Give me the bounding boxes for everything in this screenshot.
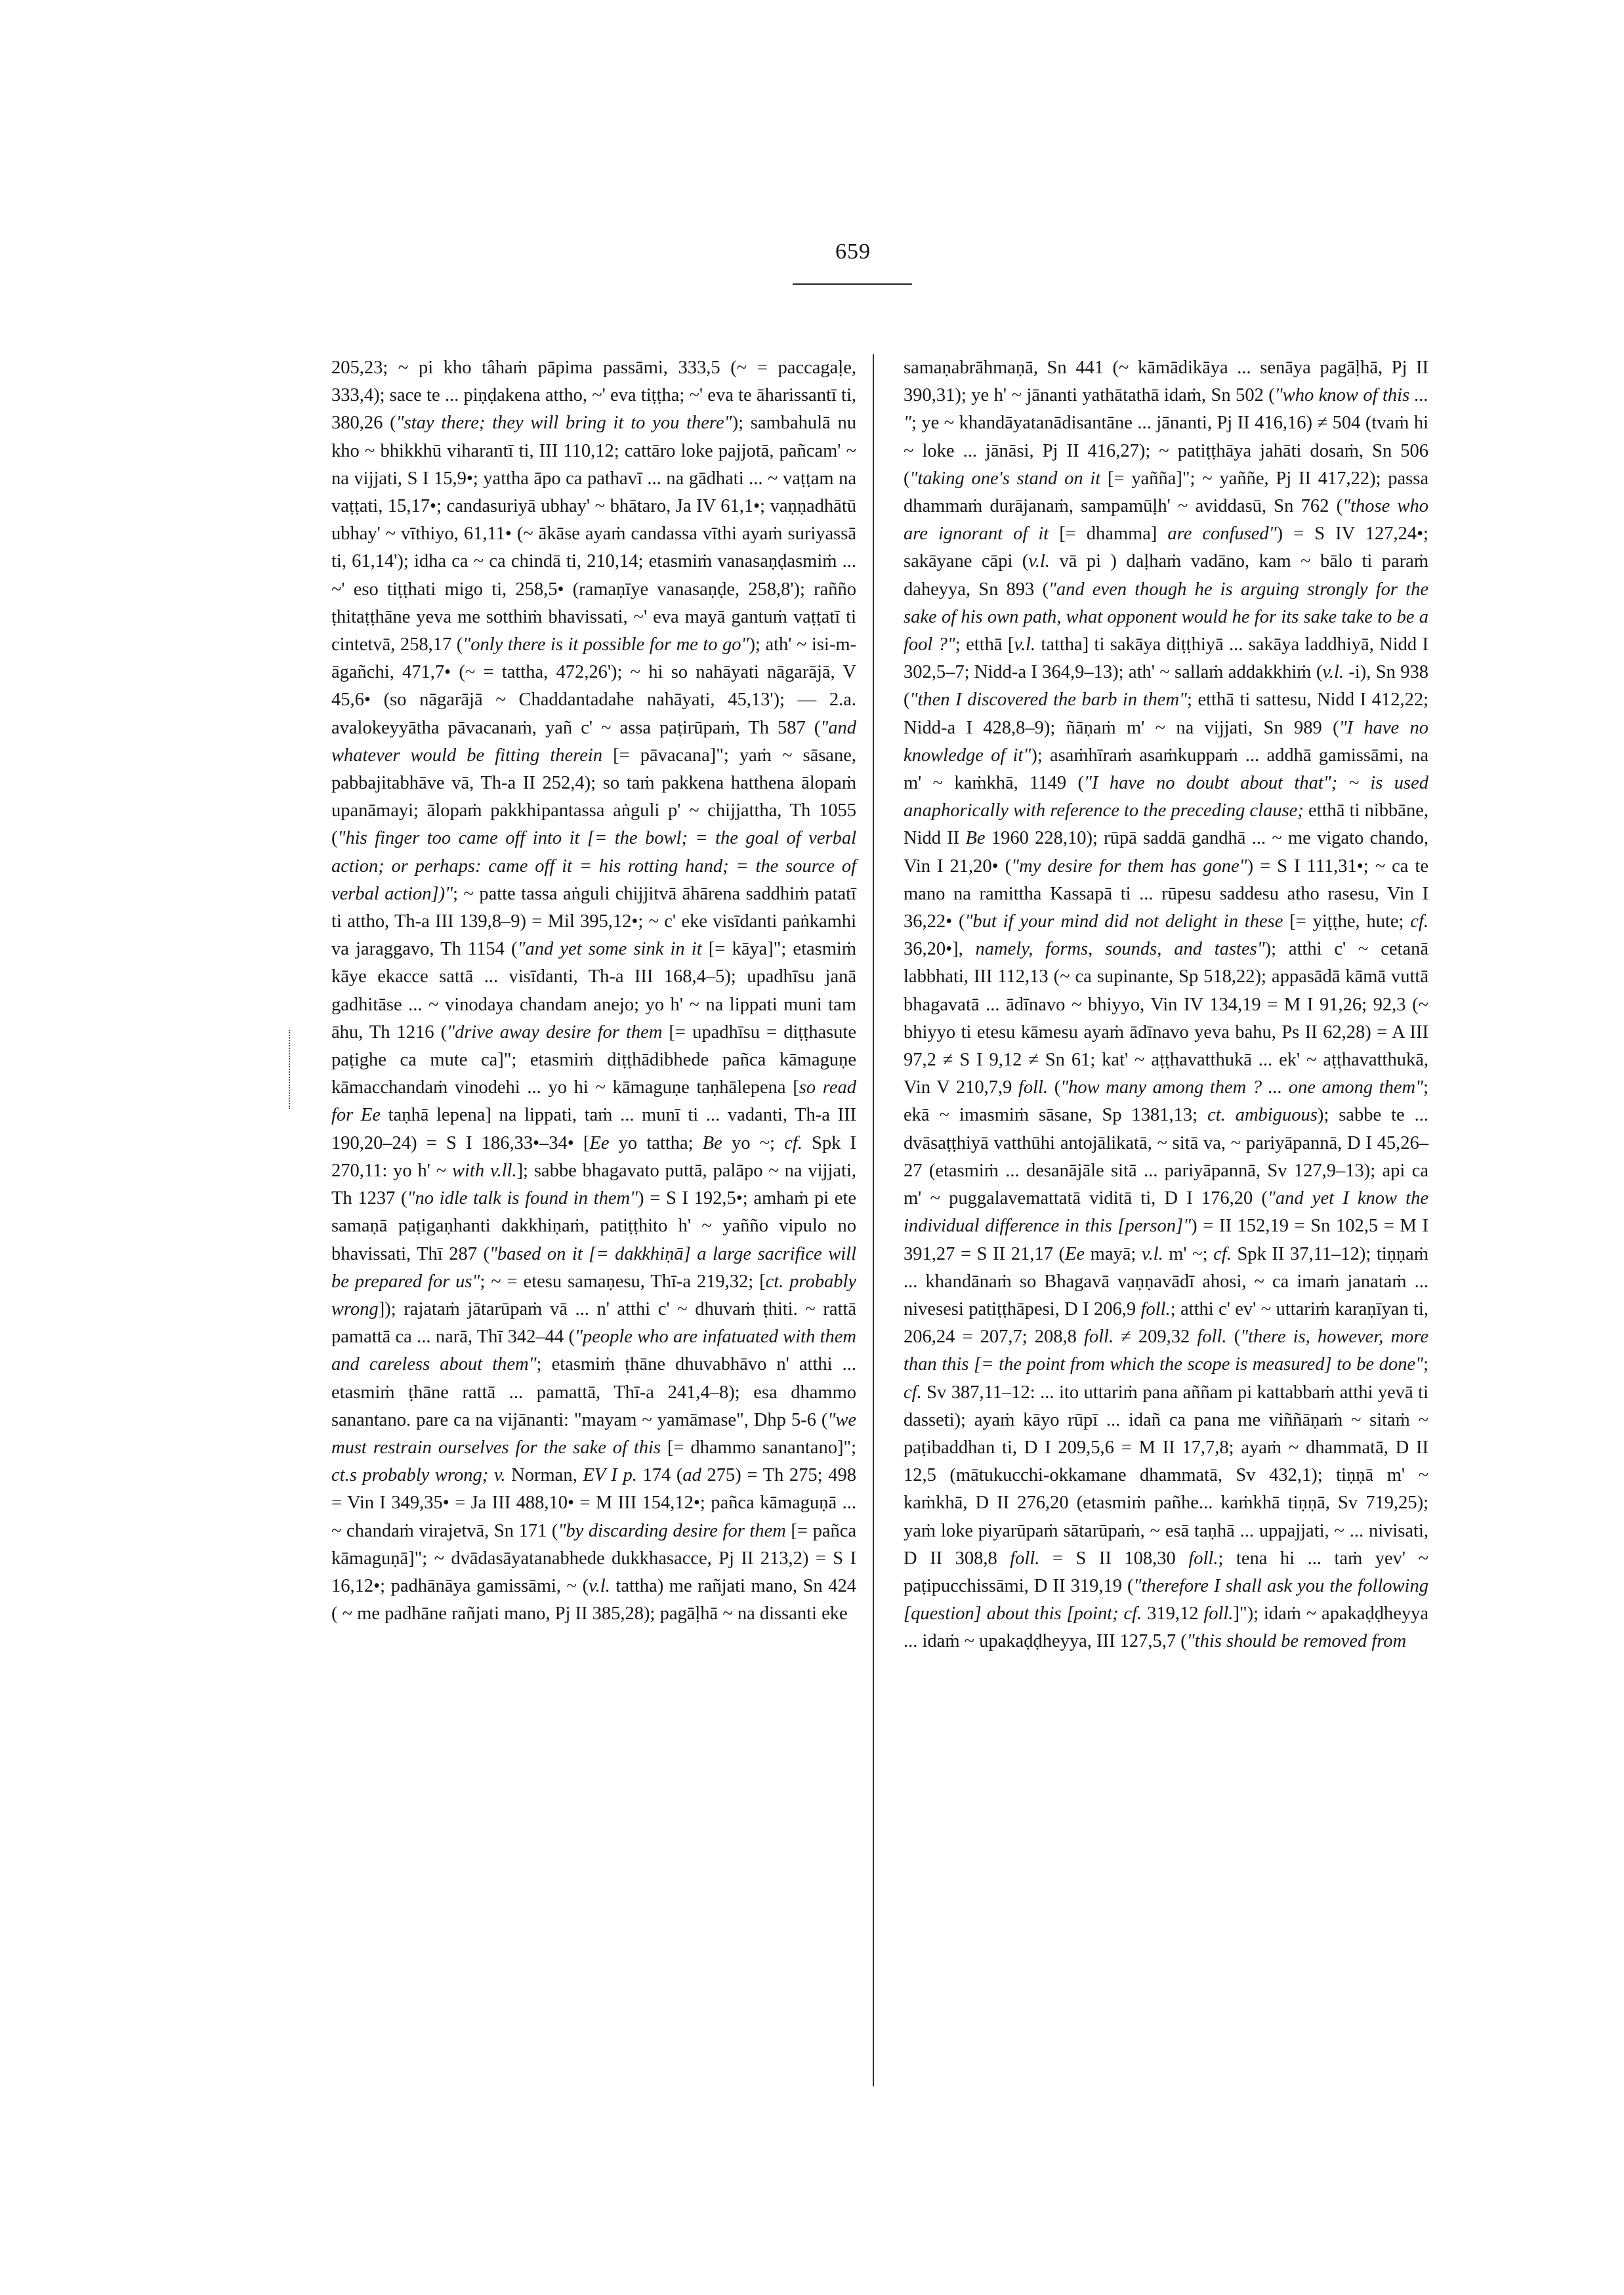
- gloss-italic-segment: "based on it [= dakkhiṇā] a large sacrifice will be prepared for us": [331, 1243, 856, 1292]
- entry-text-segment: [= yiṭṭhe, hute;: [1283, 911, 1411, 932]
- entry-text-segment: [= upadhīsu = diṭṭhasute paṭighe ca mute ca]"; etasmiṁ diṭṭhādibhede pañca kāmaguṇe kāmacchandaṁ vinodehi ... yo hi ~ kāmaguṇe taṇhālepena [: [331, 1022, 857, 1098]
- gloss-italic-segment: "his finger too came off into it [= the bowl; = the goal of verbal action; or perhaps: came off it = his rotting hand; = the source of verbal action])": [331, 828, 856, 904]
- entry-text-segment: samaṇabrāhmaṇā, Sn 441 (~ kāmādikāya ... senāya pagāḷhā, Pj II 390,31); ye h' ~ jānanti yathātathā idaṁ, Sn 502 (: [904, 358, 1428, 406]
- gloss-italic-segment: "and whatever would be fitting therein: [331, 717, 856, 766]
- entry-text-segment: tattha] ti sakāya diṭṭhiyā ... sakāya laddhiyā, Nidd I 302,5–7; Nidd-a I 364,9–13); ath' ~ sallaṁ addakkhiṁ (: [904, 634, 1428, 683]
- gloss-italic-segment: "then I discovered the barb in them": [909, 690, 1187, 711]
- entry-text-segment: [= dhammo sanantano]";: [661, 1437, 856, 1458]
- gloss-italic-segment: "I have no doubt about that"; ~ is used anaphorically with reference to the preceding clause;: [904, 773, 1429, 821]
- gloss-italic-segment: "people who are infatuated with them and careless about them": [331, 1327, 856, 1375]
- gloss-italic-segment: "no idle talk is found in them": [407, 1188, 638, 1209]
- entry-text-segment: taṇhā lepena] na lippati, taṁ ... munī ti ... vadanti, Th-a III 190,20–24) = S I 186,33•–34• [: [331, 1105, 856, 1153]
- entry-text-segment: ); ath' ~ isi-m-āgañchi, 471,7• (~ = tattha, 472,26'); ~ hi so nahāyati nāgarājā, V 45,6• (so nāgarājā ~ Chaddantadahe nahāyati, 45,13'); — 2.a. avalokeyyātha pāvacanaṁ, yañ c' ~ assa paṭirūpaṁ, Th 587 (: [331, 634, 857, 738]
- gloss-italic-segment: are confused": [1167, 524, 1277, 545]
- entry-text-segment: [= dhamma]: [1049, 524, 1168, 545]
- gloss-italic-segment: foll.: [1197, 1327, 1227, 1348]
- gloss-italic-segment: cf.: [1213, 1243, 1232, 1264]
- gloss-italic-segment: ct.s probably wrong; v.: [331, 1465, 506, 1486]
- gloss-italic-segment: Be: [965, 828, 986, 849]
- entry-text-segment: 1960 228,10); rūpā saddā gandhā ... ~ me vigato chando, Vin I 21,20• (: [904, 828, 1429, 877]
- entry-text-segment: ) = S IV 127,24•; sakāyane cāpi (: [904, 524, 1428, 572]
- gloss-italic-segment: with v.ll.: [451, 1160, 517, 1181]
- gloss-italic-segment: foll.: [1203, 1603, 1234, 1624]
- gloss-italic-segment: Ee: [1064, 1243, 1085, 1264]
- entry-text-segment: ); sambahulā nu kho ~ bhikkhū viharantī ti, III 110,12; cattāro loke pajjotā, pañcam' ~ na vijjati, S I 15,9•; yattha āpo ca pathavī ... na gādhati ... ~ vaṭṭam na vaṭṭati, 15,17•; candasuriyā ubhay' ~ bhātaro, Ja IV 61,1•; vaṇṇadhātū ubhay' ~ vīthiyo, 61,11• (~ ākāse ayaṁ candassa vīthi ayaṁ suriyassā ti, 61,14'); idha ca ~ ca chindā ti, 210,14; etasmiṁ vanasaṇḍasmiṁ ... ~' eso tiṭṭhati migo ti, 258,5• (ramaṇīye vanasaṇḍe, 258,8'); rañño ṭhitaṭṭhāne yeva me sotthiṁ bhavissati, ~' eva mayā gantuṁ vaṭṭatī ti cintetvā, 258,17 (: [331, 413, 856, 655]
- entry-text-segment: 275) = Th 275; 498 = Vin I 349,35• = Ja III 488,10• = M III 154,12•; pañca kāmaguṇā ... ~ chandaṁ virajetvā, Sn 171 (: [331, 1465, 856, 1541]
- entry-text-segment: ) = II 152,19 = Sn 102,5 = M I 391,27 = S II 21,17 (: [904, 1216, 1428, 1264]
- gloss-italic-segment: "those who are ignorant of it: [904, 496, 1429, 545]
- margin-mark: [289, 1030, 291, 1109]
- entry-text-segment: ; ~ patte tassa aṅguli chijjitvā āhārena saddhiṁ patatī ti attho, Th-a III 139,8–9) = Mil 395,12•; ~ c' eke visīdanti paṅkamhi va jaraggavo, Th 1154 (: [331, 883, 856, 960]
- left-column: [331, 354, 856, 1628]
- gloss-italic-segment: v.l.: [1322, 662, 1344, 683]
- gloss-italic-segment: "I have no knowledge of it": [904, 717, 1428, 766]
- gloss-italic-segment: ct. probably wrong: [331, 1271, 857, 1319]
- entry-text-segment: ]"); idaṁ ~ apakaḍḍheyya ... idaṁ ~ upakaḍḍheyya, III 127,5,7 (: [904, 1603, 1429, 1652]
- gloss-italic-segment: foll.: [1188, 1548, 1218, 1569]
- gloss-italic-segment: "drive away desire for them: [447, 1022, 663, 1043]
- entry-text-segment: Spk II 37,11–12); tiṇṇaṁ ... khandānaṁ so Bhagavā vaṇṇavādī ahosi, ~ ca imaṁ janataṁ ... nivesesi patiṭṭhāpesi, D I 206,9: [904, 1243, 1429, 1319]
- entry-text-segment: etthā ti nibbāne, Nidd II: [904, 800, 1428, 849]
- gloss-italic-segment: "only there is it possible for me to go": [463, 634, 749, 655]
- gloss-italic-segment: foll.: [1010, 1548, 1040, 1569]
- gloss-italic-segment: "by discarding desire for them: [558, 1520, 786, 1541]
- entry-text-segment: 319,12: [1142, 1603, 1204, 1624]
- entry-text-segment: ; etthā ti sattesu, Nidd I 412,22; Nidd-a I 428,8–9); ñāṇaṁ m' ~ na vijjati, Sn 989 (: [904, 690, 1428, 738]
- entry-text-segment: tattha) me rañjati mano, Sn 424 ( ~ me padhāne rañjati mano, Pj II 385,28); pagāḷhā ~ na dissanti eke: [331, 1575, 856, 1624]
- gloss-italic-segment: "who know of this ... ": [904, 385, 1428, 434]
- header-rule: [793, 283, 912, 285]
- entry-text-segment: = S II 108,30: [1039, 1548, 1189, 1569]
- entry-text-segment: ); atthi c' ~ cetanā labbhati, III 112,13 (~ ca supinante, Sp 518,22); appasādā kāmā vuttā bhagavatā ... ādīnavo ~ bhiyyo, Vin IV 134,19 = M I 91,26; 92,3 (~ bhiyyo ti etesu kāmesu ayaṁ ādīnavo yeva bahu, Ps II 62,28) = A III 97,2 ≠ S I 9,12 ≠ Sn 61; kat' ~ aṭṭhavatthukā ... ek' ~ aṭṭhavatthukā, Vin V 210,7,9: [904, 939, 1428, 1098]
- gloss-italic-segment: foll.: [1018, 1077, 1049, 1098]
- gloss-italic-segment: "how many among them ? ... one among them": [1060, 1077, 1424, 1098]
- entry-text-segment: yo ~;: [722, 1132, 785, 1153]
- entry-text-segment: [= kāya]"; etasmiṁ kāye ekacce sattā ... visīdanti, Th-a III 168,4–5); upadhīsu janā gadhitāse ... ~ vinodaya chandam anejo; yo h' ~ na lippati muni tam āhu, Th 1216 (: [331, 939, 857, 1043]
- gloss-italic-segment: cf.: [1410, 911, 1428, 932]
- gloss-italic-segment: EV I p.: [583, 1465, 637, 1486]
- gloss-italic-segment: v.l.: [1028, 551, 1051, 572]
- gloss-italic-segment: Be: [702, 1132, 722, 1153]
- entry-text-segment: yo tattha;: [609, 1132, 703, 1153]
- entry-text-segment: ;: [1423, 1354, 1428, 1375]
- gloss-italic-segment: "and yet I know the individual difference in this [person]": [904, 1188, 1429, 1237]
- entry-text-segment: ≠ 209,32: [1114, 1327, 1197, 1348]
- gloss-italic-segment: "and yet some sink in it: [517, 939, 702, 960]
- entry-text-segment: 205,23; ~ pi kho tâhaṁ pāpima passāmi, 333,5 (~ = paccagaḷe, 333,4); sace te ... piṇḍakena attho, ~' eva tiṭṭha; ~' eva te āharissantī ti, 380,26 (: [331, 358, 856, 434]
- gloss-italic-segment: foll.: [1140, 1298, 1171, 1319]
- entry-text-segment: 36,20•],: [904, 939, 976, 960]
- entry-text-segment: ); asaṁhīraṁ asaṁkuppaṁ ... addhā gamissāmi, na m' ~ kaṁkhā, 1149 (: [904, 745, 1428, 794]
- entry-text-segment: ; ~ = etesu samaṇesu, Thī-a 219,32; [: [480, 1271, 766, 1292]
- gloss-italic-segment: so read for Ee: [331, 1077, 856, 1126]
- entry-text-segment: Sv 387,11–12: ... ito uttariṁ pana aññam pi kattabbaṁ atthi yevā ti dasseti); ayaṁ kāyo rūpī ... idañ ca pana me viññāṇaṁ ~ sitaṁ ~ paṭibaddhan ti, D I 209,5,6 = M II 17,7,8; ayaṁ ~ dhammatā, D II 12,5 (mātukucchi-okkamane dhammatā, Sv 432,1); tiṇṇā m' ~ kaṁkhā, D II 276,20 (etasmiṁ pañhe... kaṁkhā tiṇṇā, Sv 719,25); yaṁ loke piyarūpaṁ sātarūpaṁ, ~ esā taṇhā ... uppajjati, ~ ... nivisati, D II 308,8: [904, 1382, 1428, 1569]
- gloss-italic-segment: v.l.: [1014, 634, 1036, 655]
- entry-text-segment: [= pāvacana]"; yaṁ ~ sāsane, pabbajitabhāve vā, Th-a II 252,4); so taṁ pakkena hatthena ālopaṁ upanāmayi; ālopaṁ pakkhipantassa aṅguli p' ~ chijjattha, Th 1055 (: [331, 745, 856, 849]
- entry-text-segment: -i), Sn 938 (: [904, 662, 1428, 711]
- gloss-italic-segment: foll.: [1083, 1327, 1114, 1348]
- entry-text-segment: ; etasmiṁ ṭhāne dhuvabhāvo n' atthi ... etasmiṁ ṭhāne rattā ... pamattā, Thī-a 241,4–8); esa dhammo sanantano. pare ca na vijānanti: "mayam ~ yamāmase", Dhp 5-6 (: [331, 1354, 856, 1430]
- entry-text-segment: ]); rajataṁ jātarūpaṁ vā ... n' atthi c' ~ dhuvaṁ ṭhiti. ~ rattā pamattā ca ... narā, Thī 342–44 (: [331, 1298, 856, 1348]
- gloss-italic-segment: ad: [682, 1465, 701, 1486]
- entry-text-segment: [= pañca kāmaguṇā]"; ~ dvādasāyatanabhede dukkhasacce, Pj II 213,2) = S I 16,12•; padhānāya gamissāmi, ~ (: [331, 1520, 857, 1596]
- gloss-italic-segment: v.l.: [1141, 1243, 1163, 1264]
- gloss-italic-segment: ct. ambiguous: [1207, 1105, 1318, 1126]
- gloss-italic-segment: cf.: [1123, 1603, 1142, 1624]
- entry-text-segment: ) = S I 111,31•; ~ ca te mano na ramittha Kassapā ti ... rūpesu saddesu atho rasesu, Vin I 36,22• (: [904, 856, 1428, 932]
- column-divider: [873, 354, 874, 2086]
- entry-text-segment: mayā;: [1085, 1243, 1142, 1264]
- gloss-italic-segment: cf.: [784, 1132, 802, 1153]
- entry-text-segment: 174 (: [636, 1465, 683, 1486]
- entry-text-segment: ; ye ~ khandāyatanādisantāne ... jānanti, Pj II 416,16) ≠ 504 (tvaṁ hi ~ loke ... jānāsi, Pj II 416,27); ~ patiṭṭhāya jahāti dosaṁ, Sn 506 (: [904, 413, 1428, 489]
- entry-text-segment: ]; sabbe bhagavato puttā, palāpo ~ na vijjati, Th 1237 (: [331, 1160, 856, 1209]
- gloss-italic-segment: Ee: [589, 1132, 610, 1153]
- entry-text-segment: ; etthā [: [955, 634, 1014, 655]
- entry-text-segment: Spk I 270,11: yo h' ~: [331, 1132, 856, 1181]
- entry-text-segment: ; atthi c' ev' ~ uttariṁ karaṇīyan ti, 206,24 = 207,7; 208,8: [904, 1298, 1428, 1348]
- entry-text-segment: ; tena hi ... taṁ yev' ~ paṭipucchissāmi, D II 319,19 (: [904, 1548, 1428, 1596]
- entry-text-segment: Norman,: [505, 1465, 583, 1486]
- right-column: [904, 354, 1428, 1656]
- entry-text-segment: ); sabbe te ... dvāsaṭṭhiyā vatthūhi antojālikatā, ~ sitā va, ~ pariyāpannā, D I 45,26–27 (etasmiṁ ... desanājāle sitā ... pariyāpannā, Sv 127,9–13); api ca m' ~ puggalavemattatā viditā ti, D I 176,20 (: [904, 1105, 1428, 1209]
- entry-text-segment: [1119, 1603, 1124, 1624]
- entry-text-segment: vā pi ) daḷhaṁ vadāno, kam ~ bālo ti paraṁ daheyya, Sn 893 (: [904, 551, 1429, 600]
- gloss-italic-segment: "taking one's stand on it: [909, 468, 1101, 489]
- entry-text-segment: (: [1048, 1077, 1061, 1098]
- entry-text-segment: ) = S I 192,5•; amhaṁ pi ete samaṇā paṭigaṇhanti dakkhiṇaṁ, patiṭṭhito h' ~ yañño vipulo no bhavissati, Thī 287 (: [331, 1188, 856, 1264]
- entry-text-segment: ; ekā ~ imasmiṁ sāsane, Sp 1381,13;: [904, 1077, 1428, 1126]
- gloss-italic-segment: namely, forms, sounds, and tastes": [975, 939, 1265, 960]
- page-number: 659: [835, 239, 871, 264]
- gloss-italic-segment: "therefore I shall ask you the following [question] about this [point;: [904, 1575, 1428, 1624]
- gloss-italic-segment: "we must restrain ourselves for the sake of this: [331, 1409, 856, 1458]
- gloss-italic-segment: "and even though he is arguing strongly for the sake of his own path, what opponent would he for its sake take to be a fool ?": [904, 579, 1428, 655]
- entry-text-segment: m' ~;: [1163, 1243, 1214, 1264]
- gloss-italic-segment: v.l.: [589, 1575, 610, 1596]
- gloss-italic-segment: cf.: [904, 1382, 922, 1403]
- entry-text-segment: [= yañña]"; ~ yaññe, Pj II 417,22); passa dhammaṁ durājanaṁ, sampamūḷh' ~ aviddasū, Sn 762 (: [904, 468, 1429, 517]
- entry-text-segment: (: [1226, 1327, 1241, 1348]
- gloss-italic-segment: "there is, however, more than this [= the point from which the scope is measured] to be done": [904, 1327, 1428, 1375]
- gloss-italic-segment: "this should be removed from: [1186, 1631, 1407, 1652]
- gloss-italic-segment: "stay there; they will bring it to you there": [396, 413, 732, 434]
- gloss-italic-segment: "but if your mind did not delight in these: [965, 911, 1283, 932]
- gloss-italic-segment: "my desire for them has gone": [1011, 856, 1247, 877]
